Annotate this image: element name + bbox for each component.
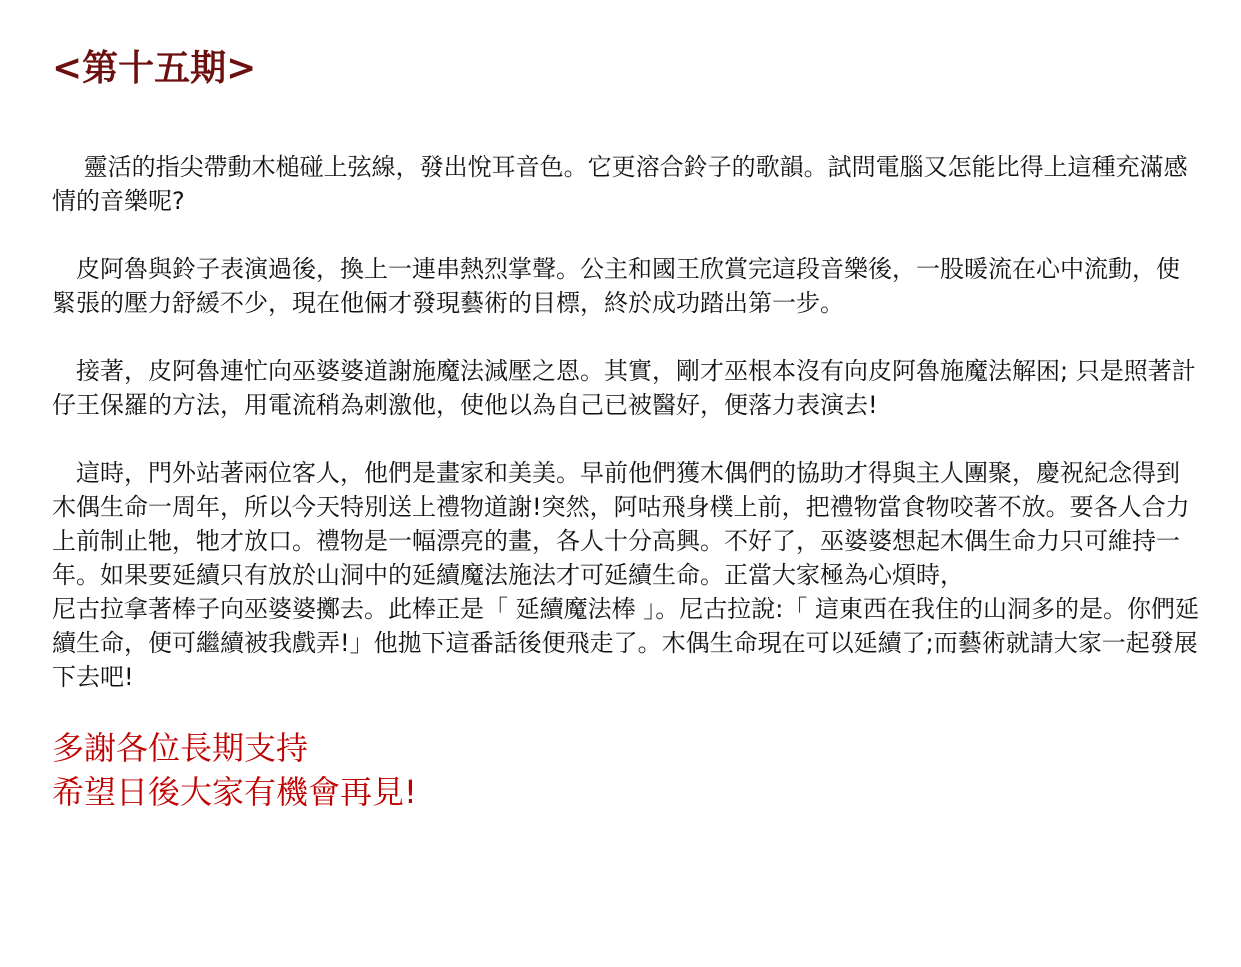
paragraph-4: 這時，門外站著兩位客人，他們是畫家和美美。早前他們獲木偶們的協助才得與主人團聚，慶祝紀念得到木偶生命一周年，所以今天特別送上禮物道謝!突然，阿咕飛身樸上前，把禮物當食物咬著不放。要各人合力上前制止牠，牠才放口。禮物是一幅漂亮的畫，各人十分高興。不好了，巫婆婆想起木偶生命力只可維持一年。如果要延續只有放於山洞中的延續魔法施法才可延續生命。正當大家極為心煩時， 尼古拉拿著棒子向巫婆婆擲去。此棒正是「 延續魔法棒 」。尼古拉說:「 這東西在我住的山洞多的是。你們延續生命，便可繼續被我戲弄!」他拋下這番話後便飛走了。木偶生命現在可以延續了;而藝術就請大家一起發展下去吧!	[52, 459, 1199, 691]
article	[52, 40, 1202, 814]
closing-line-2: 希望日後大家有機會再見!	[52, 773, 417, 811]
paragraph-1: 靈活的指尖帶動木槌碰上弦線，發出悅耳音色。它更溶合鈴子的歌韻。試問電腦又怎能比得上這種充滿感情的音樂呢?	[52, 153, 1188, 215]
closing-message	[52, 726, 1202, 814]
paragraph-3: 接著，皮阿魯連忙向巫婆婆道謝施魔法減壓之恩。其實，剛才巫根本沒有向皮阿魯施魔法解困; 只是照著計仔王保羅的方法，用電流稍為刺激他，使他以為自己已被醫好，便落力表演去!	[52, 357, 1196, 419]
issue-title: <第十五期>	[52, 47, 257, 89]
paragraph-2: 皮阿魯與鈴子表演過後，換上一連串熱烈掌聲。公主和國王欣賞完這段音樂後，一股暖流在心中流動，使緊張的壓力舒緩不少，現在他倆才發現藝術的目標，終於成功踏出第一步。	[52, 255, 1180, 317]
closing-line-1: 多謝各位長期支持	[52, 729, 309, 767]
